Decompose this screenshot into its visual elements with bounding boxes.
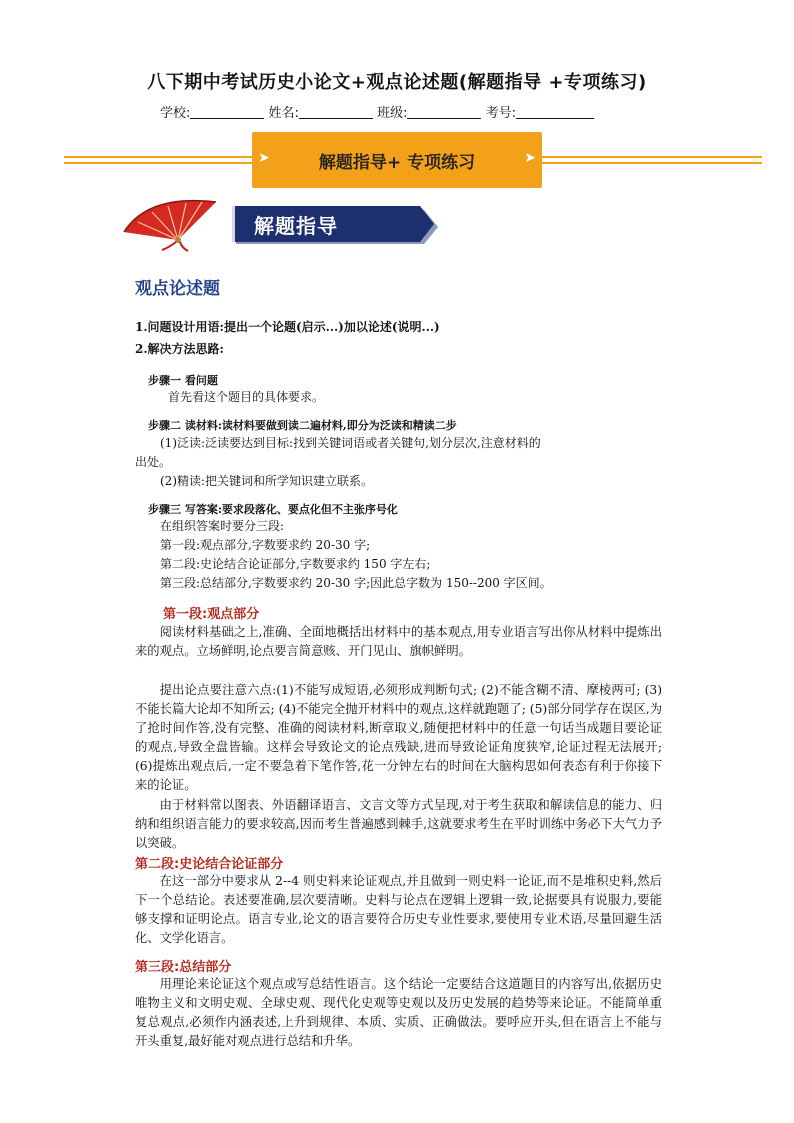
point-2: 2.解决方法思路: (135, 342, 224, 356)
part-1-paragraph-1: 阅读材料基础之上,准确、全面地概括出材料中的基本观点,用专业语言写出你从材料中提炼出来的观点。立场鲜明,论点要言简意赅、开门见山、旗帜鲜明。 (135, 625, 662, 658)
part-1-paragraph-2: 提出论点要注意六点:(1)不能写成短语,必须形成判断句式; (2)不能含糊不清、摩棱两可; (3)不能长篇大论却不知所云; (4)不能完全抛开材料中的观点,这样就跑题了; (5)部分同学存在误区,为了抢时间作答,没有完整、准确的阅读材料,断章取义,随便把材料中的任意一句话当成题目要论证的观点,导致全盘皆输。这样会导致论文的论点残缺,进而导致论证角度狭窄,论证过程无法展开; (6)提炼出观点后,一定不要急着下笔作答,花一分钟左右的时间在大脑构思如何表态有利于你接下来的论证。 (135, 683, 662, 792)
school-label: 学校: (160, 106, 191, 121)
step-2-item-2: (2)精读:把关键词和所学知识建立联系。 (160, 474, 374, 488)
part-1-heading: 第一段:观点部分 (163, 607, 260, 622)
banner-label: 解题指导+ 专项练习 (318, 152, 476, 173)
step-2-item-1: (1)泛读:泛读要达到目标:找到关键词语或者关键句,划分层次,注意材料的 (160, 436, 541, 450)
chevron-left-icon: ➤ (524, 150, 536, 166)
step-2-title: 步骤二 读材料:读材料要做到读二遍材料,即分为泛读和精读二步 (148, 419, 457, 432)
student-info-line (160, 102, 594, 121)
folding-fan-icon (118, 196, 222, 252)
exam-no-blank[interactable] (516, 106, 594, 119)
school-blank[interactable] (190, 106, 264, 119)
class-label: 班级: (377, 106, 408, 121)
class-blank[interactable] (407, 106, 481, 119)
step-3-line-4: 第三段:总结部分,字数要求约 20-30 字;因此总字数为 150--200 字区间。 (160, 576, 552, 590)
part-1-paragraph-3: 由于材料常以图表、外语翻译语言、文言文等方式呈现,对于考生获取和解读信息的能力、归纳和组织语言能力的要求较高,因而考生普遍感到棘手,这就要求考生在平时训练中务必下大气力予以突破。 (135, 798, 662, 850)
chevron-right-icon: ➤ (258, 150, 270, 166)
name-label: 姓名: (268, 106, 299, 121)
step-3-line-2: 第一段:观点部分,字数要求约 20-30 字; (160, 538, 371, 552)
name-blank[interactable] (299, 106, 373, 119)
step-2-item-1-cont: 出处。 (135, 455, 172, 469)
section-banner (252, 132, 542, 188)
step-1-text: 首先看这个题目的具体要求。 (168, 390, 325, 404)
tag-label: 解题指导 (254, 214, 338, 238)
step-3-title: 步骤三 写答案:要求段落化、要点化但不主张序号化 (148, 503, 398, 516)
step-1-title: 步骤一 看问题 (148, 374, 218, 387)
part-2-paragraph: 在这一部分中要求从 2--4 则史料来论证观点,并且做到一则史料一论证,而不是堆积史料,然后下一个总结论。表述要准确,层次要清晰。史料与论点在逻辑上逻辑一致,论据要具有说服力,要能够支撑和证明论点。语言专业,论文的语言要符合历史专业性要求,要使用专业术语,尽量回避生活化、文学化语言。 (135, 874, 662, 945)
point-1: 1.问题设计用语:提出一个论题(启示...)加以论述(说明...) (135, 320, 440, 334)
part-2-heading: 第二段:史论结合论证部分 (135, 857, 284, 872)
step-3-line-3: 第二段:史论结合论证部分,字数要求约 150 字左右; (160, 557, 431, 571)
part-3-paragraph: 用理论来论证这个观点或写总结性语言。这个结论一定要结合这道题目的内容写出,依据历史唯物主义和文明史观、全球史观、现代化史观等史观以及历史发展的趋势等来论证。不能简单重复总观点,必须作内涵表述,上升到规律、本质、实质、正确做法。要呼应开头,但在语言上不能与开头重复,最好能对观点进行总结和升华。 (135, 977, 662, 1048)
exam-no-label: 考号: (485, 106, 516, 121)
document-title: 八下期中考试历史小论文+观点论述题(解题指导 +专项练习) (147, 72, 647, 93)
step-3-line-1: 在组织答案时要分三段: (160, 519, 285, 533)
section-title: 观点论述题 (135, 279, 220, 299)
part-3-heading: 第三段:总结部分 (135, 960, 232, 975)
